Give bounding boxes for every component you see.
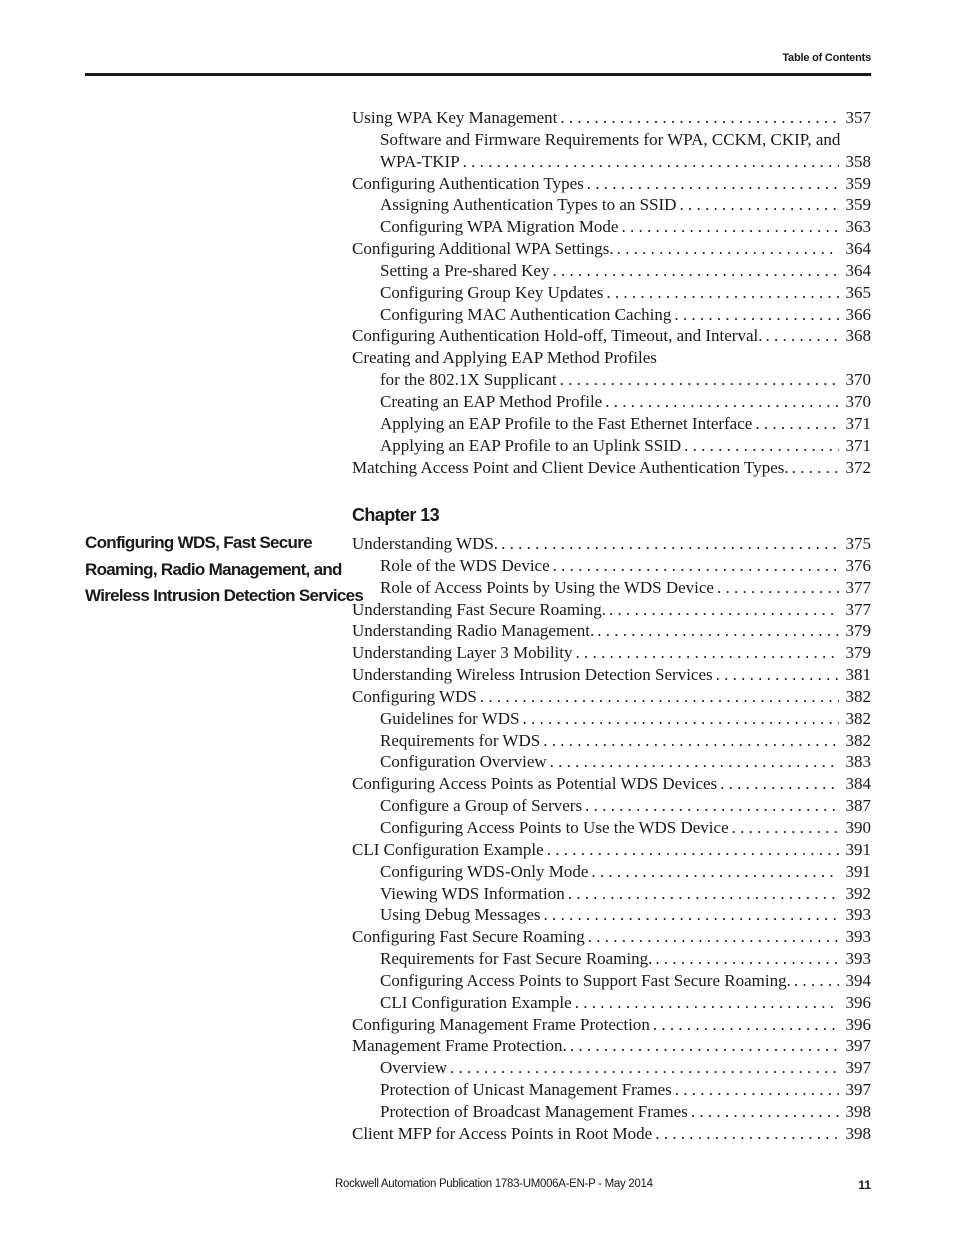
toc-leader-dots: [679, 194, 839, 216]
toc-entry[interactable]: [352, 599, 871, 621]
toc-entry-page: 397: [845, 1058, 871, 1078]
toc-entry-page: 397: [845, 1036, 871, 1056]
toc-entry[interactable]: [352, 238, 871, 260]
toc-leader-dots: [576, 642, 840, 664]
toc-entry[interactable]: [352, 435, 871, 457]
chapter-title-line: Roaming, Radio Management, and: [85, 559, 342, 579]
toc-entry[interactable]: [352, 173, 871, 195]
toc-entry-title: Configuring Additional WPA Settings.: [352, 239, 614, 259]
toc-entry-page: 382: [845, 730, 871, 750]
toc-entry-title: Configuring Fast Secure Roaming: [352, 927, 585, 947]
toc-leader-dots: [560, 369, 839, 391]
toc-leader-dots: [450, 1057, 839, 1079]
toc-entry[interactable]: [352, 948, 871, 970]
toc-entry-title: CLI Configuration Example: [352, 839, 544, 859]
toc-entry-page: 370: [845, 370, 871, 390]
toc-entry-title: Configuring WPA Migration Mode: [380, 217, 619, 237]
toc-entry-page: 396: [845, 1014, 871, 1034]
toc-entry-title: Configuring Authentication Hold-off, Timeout, and Interval.: [352, 326, 763, 346]
toc-leader-dots: [550, 751, 839, 773]
toc-entry-title: Using WPA Key Management: [352, 108, 558, 127]
toc-entry-page: 398: [845, 1101, 871, 1121]
toc-entry-page: 359: [845, 195, 871, 215]
toc-entry-title: Protection of Broadcast Management Frames: [380, 1101, 688, 1121]
toc-entry[interactable]: [352, 686, 871, 708]
toc-entry-title: Configuring Access Points to Use the WDS Device: [380, 817, 729, 837]
toc-entry-page: 393: [845, 949, 871, 969]
toc-entry[interactable]: [352, 457, 871, 479]
toc-entry-title: Setting a Pre-shared Key: [380, 260, 550, 280]
toc-entry-page: 375: [845, 534, 871, 553]
toc-entry-page: 364: [845, 260, 871, 280]
toc-entry-title: Configuring Access Points as Potential WDS Devices: [352, 774, 718, 794]
toc-entry-page: 379: [845, 643, 871, 663]
toc-entry[interactable]: [352, 369, 871, 391]
toc-leader-dots: [765, 325, 839, 347]
toc-entry[interactable]: [352, 664, 871, 686]
toc-entry-title: Understanding Radio Management.: [352, 621, 595, 641]
toc-entry-page: 391: [845, 839, 871, 859]
toc-leader-dots: [560, 107, 839, 129]
toc-entry[interactable]: [352, 304, 871, 326]
toc-entry-page: 372: [845, 457, 871, 477]
toc-entry-page: 377: [845, 577, 871, 597]
toc-leader-dots: [501, 533, 839, 555]
toc-entry[interactable]: [352, 795, 871, 817]
toc-entry[interactable]: [352, 839, 871, 861]
toc-entry[interactable]: [352, 413, 871, 435]
toc-entry[interactable]: [352, 577, 871, 599]
toc-entry-page: 365: [845, 282, 871, 302]
toc-entry-title: Role of the WDS Device: [380, 555, 550, 575]
toc-entry[interactable]: [352, 216, 871, 238]
toc-entry-page: 371: [845, 413, 871, 433]
toc-leader-dots: [716, 664, 839, 686]
toc-leader-dots: [655, 948, 839, 970]
toc-entry-page: 392: [845, 883, 871, 903]
toc-entry-title: CLI Configuration Example: [380, 992, 572, 1012]
toc-entry-title: Configure a Group of Servers: [380, 796, 583, 816]
toc-entry-title: Configuring MAC Authentication Caching: [380, 304, 672, 324]
toc-entry[interactable]: [352, 1123, 871, 1145]
toc-leader-dots: [463, 151, 839, 173]
toc-entry[interactable]: [352, 107, 871, 129]
toc-entry-title: Role of Access Points by Using the WDS Device: [380, 577, 714, 597]
toc-entry-title: Configuring WDS: [352, 686, 477, 706]
toc-leader-dots: [674, 304, 839, 326]
toc-entry[interactable]: [352, 926, 871, 948]
toc-entry-page: 371: [845, 435, 871, 455]
toc-leader-dots: [522, 708, 839, 730]
toc-entry-page: 396: [845, 992, 871, 1012]
toc-leader-dots: [587, 173, 839, 195]
toc-entry-title: Protection of Unicast Management Frames: [380, 1080, 672, 1100]
toc-entry[interactable]: [352, 391, 871, 413]
toc-leader-dots: [675, 1079, 839, 1101]
toc-entry-title: Software and Firmware Requirements for WPA, CCKM, CKIP, and: [380, 129, 841, 149]
toc-entry-page: 384: [845, 774, 871, 794]
toc-entry[interactable]: [352, 992, 871, 1014]
toc-leader-dots: [617, 238, 839, 260]
toc-entry[interactable]: [352, 1101, 871, 1123]
toc-leader-dots: [480, 686, 839, 708]
chapter-title: [85, 530, 364, 610]
toc-entry-page: 364: [845, 239, 871, 259]
toc-entry-page: 393: [845, 905, 871, 925]
toc-entry[interactable]: [352, 883, 871, 905]
toc-entry-page: 394: [845, 970, 871, 990]
toc-entry[interactable]: [352, 1057, 871, 1079]
toc-entry-page: 376: [845, 555, 871, 575]
toc-leader-dots: [543, 730, 839, 752]
toc-entry-page: 381: [845, 665, 871, 685]
toc-entry-page: 368: [845, 326, 871, 346]
toc-entry[interactable]: [352, 904, 871, 926]
footer-publication: Rockwell Automation Publication 1783-UM006A-EN-P - May 2014: [335, 1178, 653, 1190]
header-label: Table of Contents: [782, 52, 871, 64]
chapter-title-line: Configuring WDS, Fast Secure: [85, 533, 312, 552]
toc-entry-title: Client MFP for Access Points in Root Mode: [352, 1123, 653, 1143]
toc-entry[interactable]: [352, 533, 871, 555]
toc-entry-title: Using Debug Messages: [380, 905, 541, 925]
toc-leader-dots: [544, 904, 839, 926]
toc-entry-title: Applying an EAP Profile to an Uplink SSID: [380, 435, 682, 455]
toc-entry[interactable]: [352, 1035, 871, 1057]
toc-leader-dots: [792, 457, 839, 479]
toc-entry[interactable]: [352, 730, 871, 752]
toc-leader-dots: [732, 817, 839, 839]
footer-page-number: 11: [858, 1178, 871, 1192]
toc-entry-title: Configuring Group Key Updates: [380, 282, 604, 302]
header-rule: [85, 73, 871, 76]
toc-leader-dots: [588, 926, 839, 948]
toc-entry-page: 398: [845, 1123, 871, 1143]
toc-entry[interactable]: [352, 708, 871, 730]
toc-entry[interactable]: [352, 1079, 871, 1101]
toc-leader-dots: [575, 992, 839, 1014]
toc-entry-title: Understanding Wireless Intrusion Detection Services: [352, 665, 713, 685]
toc-entry-title: Configuring Authentication Types: [352, 173, 584, 193]
toc-entry-title: Management Frame Protection.: [352, 1036, 567, 1056]
chapter-title-line: Wireless Intrusion Detection Services: [85, 586, 364, 605]
toc-leader-dots: [755, 413, 839, 435]
toc-entry[interactable]: [352, 151, 871, 173]
toc-entry-title: Configuring Management Frame Protection: [352, 1014, 650, 1034]
toc-leader-dots: [720, 773, 839, 795]
toc-leader-dots: [609, 599, 839, 621]
toc-leader-dots: [653, 1014, 839, 1036]
toc-entry-page: 359: [845, 173, 871, 193]
toc-entry[interactable]: [352, 1014, 871, 1036]
toc-entry-title: Understanding WDS.: [352, 534, 499, 553]
toc-entry[interactable]: [352, 347, 871, 369]
toc-entry[interactable]: [352, 817, 871, 839]
toc-entry-title: WPA-TKIP: [380, 151, 460, 171]
toc-entry[interactable]: [352, 194, 871, 216]
toc-entry-title: Assigning Authentication Types to an SSID: [380, 195, 677, 215]
toc-entry[interactable]: [352, 325, 871, 347]
toc-entry-title: Viewing WDS Information: [380, 883, 565, 903]
toc-entry-title: Configuring Access Points to Support Fast Secure Roaming.: [380, 970, 791, 990]
toc-entry-title: Configuring WDS-Only Mode: [380, 861, 589, 881]
toc-leader-dots: [547, 839, 839, 861]
toc-entry-title: Overview: [380, 1058, 448, 1078]
toc-entry[interactable]: [352, 970, 871, 992]
toc-entry-title: Configuration Overview: [380, 752, 547, 772]
toc-entry[interactable]: [352, 129, 871, 151]
toc-entry-title: for the 802.1X Supplicant: [380, 370, 557, 390]
toc-entry[interactable]: [352, 642, 871, 664]
toc-entry[interactable]: [352, 751, 871, 773]
toc-leader-dots: [552, 260, 839, 282]
toc-leader-dots: [597, 620, 839, 642]
toc-entry-page: 379: [845, 621, 871, 641]
toc-entry-title: Requirements for WDS: [380, 730, 541, 750]
toc-leader-dots: [591, 861, 839, 883]
toc-leader-dots: [553, 555, 839, 577]
toc-entry-page: 370: [845, 391, 871, 411]
toc-leader-dots: [621, 216, 839, 238]
toc-entry-title: Understanding Fast Secure Roaming.: [352, 599, 607, 619]
toc-entry-page: 377: [845, 599, 871, 619]
toc-leader-dots: [655, 1123, 839, 1145]
toc-entry-title: Creating and Applying EAP Method Profiles: [352, 348, 657, 368]
toc-entry-page: 363: [845, 217, 871, 237]
toc-entry-page: 357: [845, 108, 871, 127]
toc-section-continued: [352, 107, 871, 478]
toc-entry-page: 383: [845, 752, 871, 772]
toc-entry[interactable]: [352, 555, 871, 577]
toc-entry-page: 391: [845, 861, 871, 881]
toc-entry-page: 382: [845, 708, 871, 728]
toc-entry-title: Guidelines for WDS: [380, 708, 520, 728]
toc-leader-dots: [606, 282, 839, 304]
toc-entry-page: 393: [845, 927, 871, 947]
toc-entry[interactable]: [352, 282, 871, 304]
toc-leader-dots: [684, 435, 839, 457]
toc-entry-page: 382: [845, 686, 871, 706]
toc-leader-dots: [605, 391, 839, 413]
toc-entry-page: 358: [845, 151, 871, 171]
toc-entry[interactable]: [352, 620, 871, 642]
toc-leader-dots: [585, 795, 839, 817]
toc-entry-title: Matching Access Point and Client Device Authentication Types.: [352, 457, 789, 477]
toc-section-chapter-13: [352, 533, 871, 1145]
toc-leader-dots: [717, 577, 839, 599]
toc-entry[interactable]: [352, 861, 871, 883]
toc-leader-dots: [794, 970, 839, 992]
toc-entry[interactable]: [352, 260, 871, 282]
toc-leader-dots: [568, 883, 839, 905]
toc-entry-page: 390: [845, 817, 871, 837]
toc-entry-page: 397: [845, 1080, 871, 1100]
toc-entry-title: Applying an EAP Profile to the Fast Ethernet Interface: [380, 413, 753, 433]
toc-entry[interactable]: [352, 773, 871, 795]
toc-entry-page: 387: [845, 796, 871, 816]
toc-entry-title: Understanding Layer 3 Mobility: [352, 643, 573, 663]
chapter-label: Chapter 13: [352, 505, 440, 525]
toc-leader-dots: [570, 1035, 839, 1057]
toc-leader-dots: [691, 1101, 839, 1123]
toc-entry-page: 366: [845, 304, 871, 324]
toc-entry-title: Requirements for Fast Secure Roaming.: [380, 949, 653, 969]
toc-entry-title: Creating an EAP Method Profile: [380, 391, 603, 411]
